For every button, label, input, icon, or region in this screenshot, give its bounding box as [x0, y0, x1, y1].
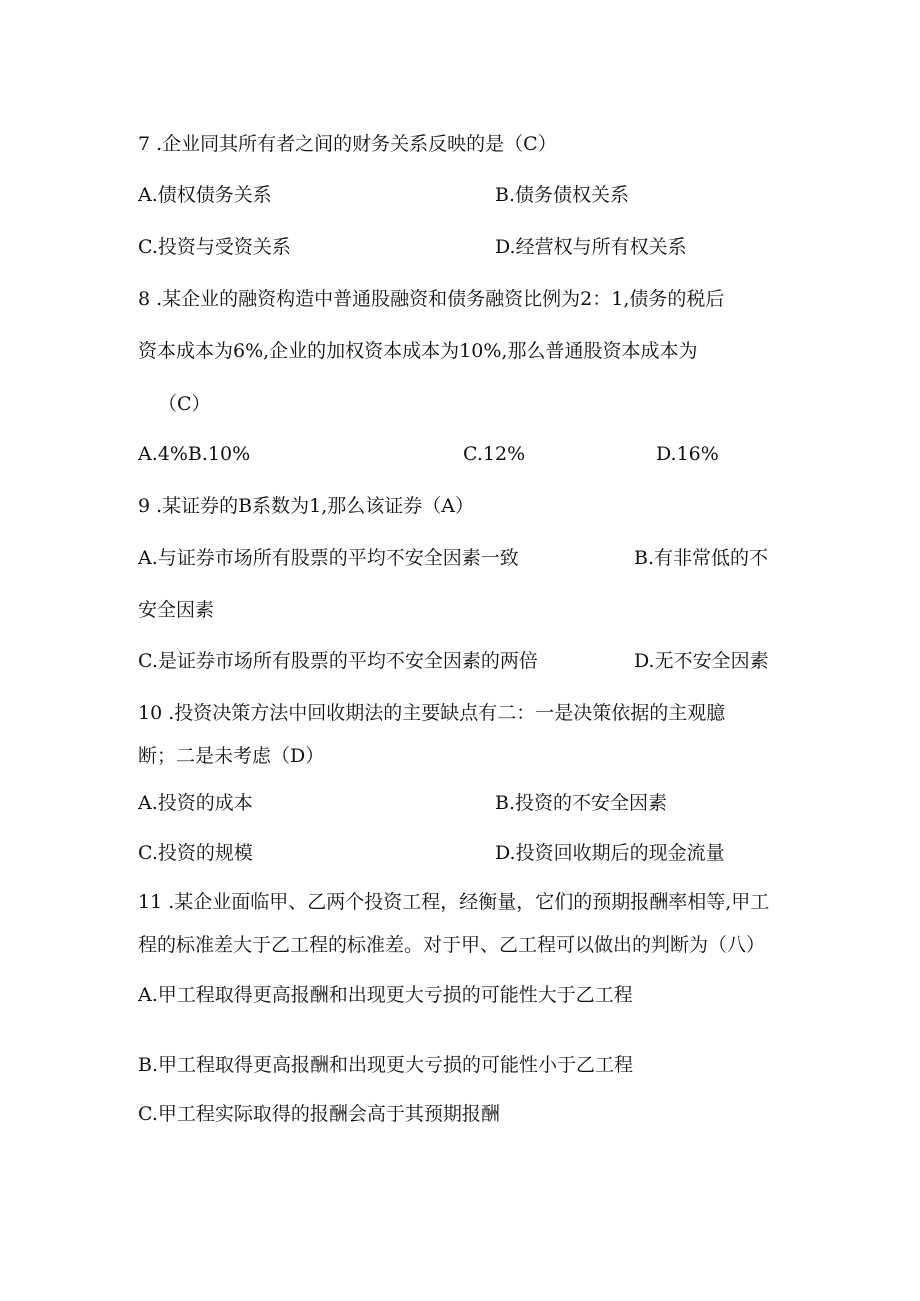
question-9-stem: 9 .某证券的B系数为1,那么该证券（A） — [138, 495, 474, 517]
question-10-option-c: C.投资的规模 — [138, 842, 253, 864]
question-10-option-a: A.投资的成本 — [138, 792, 253, 814]
question-8-stem-line-2: 资本成本为6%,企业的加权资本成本为10%,那么普通股资本成本为 — [138, 340, 698, 362]
question-7-stem: 7 .企业同其所有者之间的财务关系反映的是（C） — [138, 133, 557, 155]
question-9-option-c: C.是证券市场所有股票的平均不安全因素的两倍 — [138, 650, 538, 672]
question-11-option-b: B.甲工程取得更高报酬和出现更大亏损的可能性小于乙工程 — [138, 1054, 634, 1076]
question-7-option-d: D.经营权与所有权关系 — [495, 236, 687, 258]
question-8-stem-line-3: （C） — [158, 393, 211, 415]
question-8-option-d: D.16% — [656, 443, 719, 465]
question-8-option-ab: A.4%B.10% — [138, 443, 251, 465]
question-10-stem-line-2: 断；二是未考虑（D） — [138, 745, 325, 767]
question-9-option-b-continued: 安全因素 — [138, 599, 215, 621]
question-8-stem-line-1: 8 .某企业的融资构造中普通股融资和债务融资比例为2：1,债务的税后 — [138, 288, 725, 310]
question-10-stem-line-1: 10 .投资决策方法中回收期法的主要缺点有二：一是决策依据的主观臆 — [138, 702, 726, 724]
question-11-option-a: A.甲工程取得更高报酬和出现更大亏损的可能性大于乙工程 — [138, 984, 633, 1006]
question-7-option-a: A.债权债务关系 — [138, 184, 272, 206]
question-9-option-d: D.无不安全因素 — [634, 650, 769, 672]
question-9-option-a: A.与证券市场所有股票的平均不安全因素一致 — [138, 547, 519, 569]
question-11-stem-line-2: 程的标准差大于乙工程的标准差。对于甲、乙工程可以做出的判断为（八） — [138, 934, 766, 956]
question-10-option-d: D.投资回收期后的现金流量 — [495, 842, 725, 864]
question-7-option-c: C.投资与受资关系 — [138, 236, 291, 258]
question-11-stem-line-1: 11 .某企业面临甲、乙两个投资工程，经衡量，它们的预期报酬率相等,甲工 — [138, 891, 770, 913]
question-7-option-b: B.债务债权关系 — [495, 184, 630, 206]
question-11-option-c: C.甲工程实际取得的报酬会高于其预期报酬 — [138, 1103, 500, 1125]
question-8-option-c: C.12% — [463, 443, 526, 465]
question-10-option-b: B.投资的不安全因素 — [495, 792, 668, 814]
question-9-option-b: B.有非常低的不 — [634, 547, 769, 569]
